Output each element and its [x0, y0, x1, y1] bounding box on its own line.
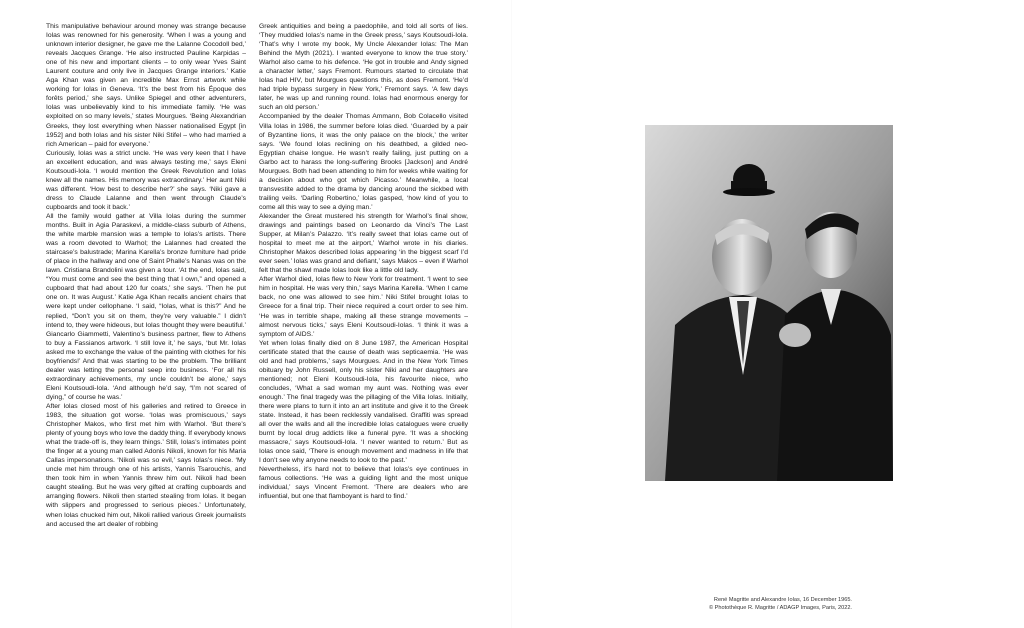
page-gutter [511, 0, 512, 628]
article-paragraph: Curiously, Iolas was a strict uncle. ‘He was very keen that I have an excellent education, and was always testing me,’ says Eleni Koutsoudi-Iola. ‘I would mention the Greek Revolution and Iolas knew all the names. His memory was extraordinary.’ Her aunt Niki was different. ‘How best to describe her?’ she says. ‘Niki gave a dress to Claude Lalanne and then went through Claude’s cupboards and took it back.’ [46, 149, 246, 211]
article-left-column [46, 22, 246, 582]
photo-caption [520, 596, 852, 612]
article-paragraph: Giancarlo Giammetti, Valentino’s business partner, flew to Athens to buy a Fassianos artwork. ‘I still love it,’ he says, ‘but Mr. Iolas asked me to exchange the value of the painting with clothes for his boyfriends!’ And that was starting to be the problem. The brilliant dealer was letting the personal seep into business. ‘For all his extraordinary achievements, my uncle couldn’t be alone,’ says Eleni Koutsoudi-Iola. ‘And although he’d say, “I’m not scared of dying,” of course he was.’ [46, 330, 246, 401]
caption-line: René Magritte and Alexandre Iolas, 16 December 1965. [713, 597, 852, 603]
photograph-illustration [645, 125, 893, 481]
article-paragraph: Nevertheless, it’s hard not to believe that Iolas’s eye continues in famous collections. ‘He was a guiding light and the most unique individual,’ says Vincent Fremont. ‘There are dealers who are influential, but one that flamboyant is hard to find.’ [259, 466, 468, 501]
article-paragraph: After Iolas closed most of his galleries and retired to Greece in 1983, the situation got worse. ‘Iolas was promiscuous,’ says Christopher Makos, who first met him with Warhol. ‘But there’s plenty of young boys who love the daddy thing. If everybody knows what the trade-off is, they learn things.’ Still, Iolas’s intimates point the finger at a young man called Adonis Nikoli, known for his Maria Callas impersonations. ‘Nikoli was so evil,’ says Iolas’s niece. ‘My uncle met him through one of his artists, Yannis Tsarouchis, and then took him in when Yannis threw him out. Nikoli had been caught stealing. But he was very gifted at crafting cupboards and arranging flowers. Nikoli then started stealing from Iolas. It began with slippers and progressed to serious pieces.’ Unfortunately, when Iolas chucked him out, Nikoli rallied various Greek journalists and accused the art dealer of robbing [46, 402, 246, 528]
article-paragraph: This manipulative behaviour around money was strange because Iolas was renowned for his generosity. ‘When I was a young and unknown interior designer, he gave me the Lalanne Cocodoll bed,’ reveals Jacques Grange. ‘He also instructed Pauline Karpidas – one of his new and important clients – to only wear Yves Saint Laurent couture and only live in Jacques Grange interiors.’ Katie Aga Khan was given an incredible Max Ernst artwork while working for Iolas in Geneva. ‘It’s the best from his Époque des forêts period,’ she says. Unlike Spiegel and other adventurers, Iolas was unbelievably kind to his immediate family. ‘He was exploited on so many levels,’ states Mourgues. ‘Being Alexandrian Greeks, they lost everything when Nasser nationalised Egypt [in 1952] and both Iolas and his sister Niki Stifel – who had married a rich American – paid for everyone.’ [46, 23, 246, 148]
caption-credit: © Photothèque R. Magritte / ADAGP Images, Paris, 2022. [708, 605, 852, 611]
article-paragraph: Yet when Iolas finally died on 8 June 1987, the American Hospital certificate stated that the cause of death was septicaemia. ‘He was old and had problems,’ says Mourgues. And in the New York Times obituary by John Russell, only his sister Niki and her daughters are mentioned; not Eleni Koutsoudi-Iola, his favourite niece, who concludes, ‘What a sad woman my aunt was. Nothing was ever enough.’ The final tragedy was the pillaging of the Villa Iolas. Initially, there were plans to turn it into an art institute and give it to the Greek state. Instead, it has been recklessly vandalised. Graffiti was spread all over the walls and all the incredible Iolas catalogues were cruelly burnt by local drug addicts like a funeral pyre. ‘It was a shocking massacre,’ says Koutsoudi-Iola. ‘I never wanted to return.’ But as Iolas once said, ‘There is enough movement and madness in life that I don’t see why anyone needs to look to the past.’ [259, 339, 468, 465]
article-paragraph: All the family would gather at Villa Iolas during the summer months. Built in Agia Paraskevi, a middle-class suburb of Athens, the white marble mansion was a temple to Iolas’s artists. There was a room devoted to Warhol; the Lalannes had created the staircase’s balustrade; Marina Karella’s bronze furniture had pride of place in the hallway and one of Saint Phalle’s Nanas was on the lawn. Cristiana Brandolini was given a tour. ‘At the end, Iolas said, “You must come and see the best thing that I own,” and opened a cupboard that had about 120 fur coats,’ she says. ‘Then he put one on. It was August.’ Katie Aga Khan recalls ancient chairs that were kept under cellophane. ‘I said, “Iolas, what is this?” And he replied, “Don’t you sit on them, they’re very valuable.” I didn’t intend to, they were hideous, but Iolas thought they were beautiful.’ [46, 212, 246, 329]
photograph-magritte-iolas [645, 125, 893, 481]
article-paragraph: Alexander the Great mustered his strength for Warhol’s final show, drawings and paintings based on Leonardo da Vinci’s The Last Supper, at Milan’s Palazzo. ‘It’s really sweet that Iolas came out of hospital to meet me at the airport,’ Warhol wrote in his diaries. Christopher Makos described Iolas appearing ‘in the biggest scarf I’d ever seen.’ Iolas was grand and defiant,’ says Makos – even if Warhol felt that the shawl made Iolas look like a little old lady. [259, 212, 468, 275]
article-paragraph: After Warhol died, Iolas flew to New York for treatment. ‘I went to see him in hospital. He was very thin,’ says Marina Karella. ‘When I came back, no one was allowed to see him.’ Niki Stifel brought Iolas to Greece for a final trip. Their niece required a court order to see him. ‘He was in terrible shape, making all these strange movements – almost nervous ticks,’ says Eleni Koutsoudi-Iolas. ‘I think it was a symptom of AIDS.’ [259, 276, 468, 338]
article-paragraph: Accompanied by the dealer Thomas Ammann, Bob Colacello visited Villa Iolas in 1986, the summer before Iolas died. ‘Guarded by a pair of Byzantine lions, it was the only palace on the block,’ the writer says. ‘We found Iolas reclining on his deathbed, a gilded neo-Egyptian chaise longue. He wasn’t really failing, just putting on a Garbo act to harass the long-suffering Brooks [Jackson] and André Mourgues. Both had been attending to him for weeks while waiting for a decision about who got which Picasso.’ Meanwhile, a local transvestite added to the drama by dancing around the sickbed with trailing veils. ‘Darling Robertino,’ Iolas gasped, ‘how kind of you to come all this way to see a dying man.’ [259, 113, 468, 211]
article-right-column [259, 22, 468, 582]
article-paragraph: Greek antiquities and being a paedophile, and told all sorts of lies. ‘They muddied Iolas’s name in the Greek press,’ says Koutsoudi-Iola. ‘That’s why I wrote my book, My Uncle Alexander Iolas: The Man Behind the Myth (2021). I wanted everyone to know the true story.’ Warhol also came to his defence. ‘He got in trouble and Andy signed a character letter,’ says Fremont. Rumours started to circulate that Iolas had HIV, but Mourgues questions this, as does Fremont. ‘He’d had triple bypass surgery in New York,’ Fremont says. ‘A few days later, he was up and running round. Iolas had enormous energy for such an old person.’ [259, 23, 468, 112]
